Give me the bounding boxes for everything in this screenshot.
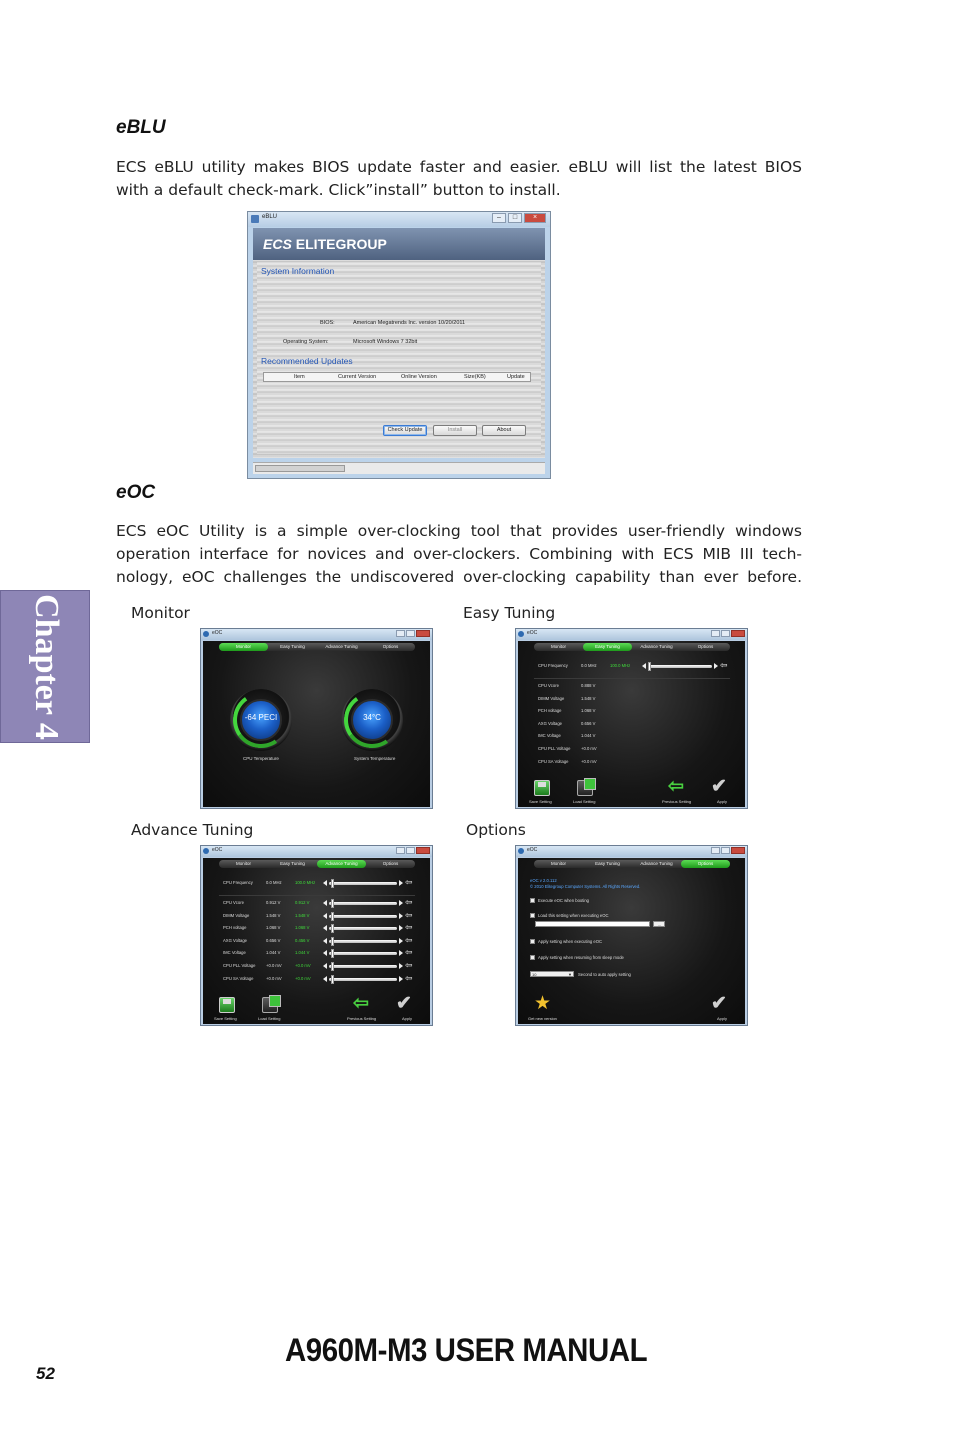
os-label: Operating System:	[283, 339, 329, 345]
bios-label: BIOS:	[320, 320, 335, 326]
separator	[219, 895, 415, 896]
decrease-icon[interactable]	[323, 880, 327, 886]
cpu-frequency-value: 0.0 MHz	[266, 880, 282, 885]
reset-arrow-icon[interactable]: ⇦	[405, 897, 413, 907]
tuning-row-target: 1.548 V	[295, 912, 310, 918]
eoc-heading: eOC	[116, 482, 156, 503]
apply-label: Apply	[717, 1016, 728, 1021]
increase-icon[interactable]	[399, 880, 403, 886]
eoc-body	[518, 641, 745, 807]
page-number: 52	[36, 1364, 55, 1383]
tuning-row-value: 0.912 V	[266, 900, 281, 905]
tuning-row-value: 1.548 V	[581, 695, 596, 701]
tuning-row-target: 0.456 V	[295, 937, 310, 943]
eblu-info-panel	[257, 262, 541, 454]
apply-label: Apply	[402, 1016, 413, 1021]
tuning-row-label: DIMM Voltage	[223, 912, 250, 918]
separator	[534, 678, 730, 679]
eblu-window-screenshot	[247, 211, 551, 479]
maximize-icon[interactable]	[721, 630, 730, 637]
tab-advance-tuning[interactable]: Advance Tuning	[640, 861, 673, 866]
decrease-icon[interactable]	[323, 963, 327, 969]
system-temperature-label: System Temperature	[354, 756, 396, 761]
tuning-row-value: 0.656 V	[266, 937, 281, 943]
cpu-frequency-slider[interactable]	[329, 882, 397, 885]
save-setting-icon[interactable]	[534, 780, 550, 796]
eoc-advance-tuning-window	[200, 845, 433, 1026]
tuning-row-label: CPU SA Voltage	[538, 758, 569, 764]
minimize-icon[interactable]	[711, 630, 720, 637]
tuning-row-label: CPU PLL Voltage	[538, 746, 571, 751]
reset-arrow-icon[interactable]: ⇦	[405, 960, 413, 970]
increase-icon[interactable]	[399, 938, 403, 944]
tuning-row-value: 1.548 V	[266, 912, 281, 918]
increase-icon[interactable]	[399, 913, 403, 919]
close-icon[interactable]	[416, 847, 430, 854]
tuning-row-target: +0.0 mV	[295, 963, 311, 968]
load-setting-icon[interactable]	[577, 780, 593, 796]
chapter-label: Chapter 4	[28, 594, 65, 740]
eblu-header	[253, 228, 545, 260]
tab-advance-tuning[interactable]: Advance Tuning	[640, 644, 673, 649]
os-value: Microsoft Windows 7 32bit	[353, 339, 418, 345]
eoc-titlebar	[516, 629, 747, 640]
manual-title: A960M-M3 USER MANUAL	[285, 1332, 648, 1368]
column-header[interactable]: Size(KB)	[464, 374, 486, 380]
tuning-row-label: IMC Voltage	[538, 733, 561, 739]
tab-options[interactable]: Options	[382, 861, 399, 866]
increase-icon[interactable]	[399, 976, 403, 982]
apply-on-resume-checkbox[interactable]	[530, 955, 535, 960]
eoc-copyright: © 2010 Elitegroup Computer Systems. All Rights Reserved.	[530, 884, 641, 889]
eoc-easy-tuning-window	[515, 628, 748, 809]
eoc-tab-bar	[219, 643, 415, 651]
tab-easy-tuning[interactable]: Easy Tuning	[280, 644, 305, 649]
save-setting-label: Save Setting	[529, 799, 552, 804]
minimize-icon[interactable]	[711, 847, 720, 854]
eoc-tab-bar	[219, 860, 415, 868]
seconds-select-value: 10	[532, 972, 537, 977]
execute-on-boot-checkbox[interactable]	[530, 898, 535, 903]
eblu-statusbar	[253, 462, 545, 474]
maximize-icon[interactable]	[406, 847, 415, 854]
increase-icon[interactable]	[399, 925, 403, 931]
decrease-icon[interactable]	[323, 950, 327, 956]
load-setting-checkbox-label: Load this setting when executing eOC	[538, 913, 609, 918]
tab-advance-tuning[interactable]: Advance Tuning	[325, 644, 358, 649]
increase-icon[interactable]	[714, 663, 718, 669]
eoc-titlebar	[201, 629, 432, 640]
eoc-window-title: eOC	[527, 847, 538, 853]
tuning-row-slider[interactable]	[329, 978, 397, 981]
eoc-description-line: ECS eOC Utility is a simple over-clocking tool that provides user-friendly windows	[116, 522, 802, 540]
tab-monitor[interactable]: Monitor	[550, 861, 566, 866]
eblu-description-line: with a default check-mark. Click”install” button to install.	[116, 181, 561, 199]
cpu-frequency-value: 0.0 MHz	[581, 663, 597, 668]
reset-arrow-icon[interactable]: ⇦	[720, 660, 728, 670]
column-header[interactable]: Update	[507, 374, 525, 380]
eoc-window-title: eOC	[212, 847, 223, 853]
tuning-row-value: +0.0 mV	[581, 758, 597, 764]
eblu-description-line: ECS eBLU utility makes BIOS update faster and easier. eBLU will list the latest BIOS	[116, 158, 802, 176]
cpu-frequency-label: CPU Frequency	[538, 663, 568, 668]
check-update-button[interactable]: Check Update	[383, 425, 427, 436]
tuning-row-label: AXG Voltage	[223, 937, 247, 943]
apply-on-execute-label: Apply setting when executing eOC	[538, 939, 603, 944]
tuning-row-label: CPU PLL Voltage	[223, 963, 256, 968]
minimize-icon[interactable]: –	[492, 213, 506, 223]
eoc-window-title: eOC	[527, 630, 538, 636]
load-setting-icon[interactable]	[262, 997, 278, 1013]
eoc-titlebar	[201, 846, 432, 857]
tab-options[interactable]: Options	[681, 860, 730, 868]
cpu-frequency-target: 100.0 MHz	[295, 880, 316, 885]
caption-advance-tuning: Advance Tuning	[131, 821, 254, 839]
previous-setting-icon[interactable]: ⇦	[668, 776, 684, 797]
eoc-body	[518, 858, 745, 1024]
eoc-options-window	[515, 845, 748, 1026]
close-icon[interactable]: ×	[524, 213, 546, 223]
cpu-frequency-slider[interactable]	[648, 665, 712, 668]
tuning-row-slider[interactable]	[329, 902, 397, 905]
save-setting-label: Save Setting	[214, 1016, 237, 1021]
reset-arrow-icon[interactable]: ⇦	[405, 922, 413, 933]
tuning-row-slider[interactable]	[329, 965, 397, 968]
seconds-select[interactable]	[530, 971, 574, 977]
bios-value: American Megatrends Inc. version 10/20/2011	[353, 320, 466, 326]
eoc-window-title: eOC	[212, 630, 223, 636]
updates-table-header	[263, 372, 531, 382]
maximize-icon[interactable]: □	[508, 213, 522, 223]
eoc-version: eOC v 2.0.112	[530, 878, 557, 883]
system-temperature-value: 34°C	[363, 713, 381, 722]
decrease-icon[interactable]	[323, 900, 327, 906]
cpu-temperature-value: -64 PECI	[244, 713, 278, 722]
tuning-row-label: CPU Vcore	[223, 900, 244, 905]
cpu-frequency-label: CPU Frequency	[223, 880, 253, 885]
tuning-row-value: +0.0 mV	[266, 963, 282, 968]
eblu-description	[116, 156, 802, 202]
apply-label: Apply	[717, 799, 728, 804]
tuning-row-value: 0.656 V	[581, 720, 596, 726]
eoc-titlebar	[516, 846, 747, 857]
tuning-row-target: 1.068 V	[295, 925, 310, 931]
caption-easy-tuning: Easy Tuning	[463, 604, 556, 622]
tuning-row-target: 1.044 V	[295, 950, 310, 956]
install-button[interactable]: Install	[433, 425, 477, 436]
eoc-body	[203, 858, 430, 1024]
about-button[interactable]: About	[482, 425, 526, 436]
eoc-tab-bar	[534, 860, 730, 868]
cpu-temperature-label: CPU Temperature	[243, 756, 279, 761]
eoc-body	[203, 641, 430, 807]
cpu-frequency-target: 100.0 MHz	[610, 663, 631, 668]
eblu-app-icon	[251, 215, 259, 223]
tuning-row-label: PCH voltage	[538, 708, 562, 714]
reset-arrow-icon[interactable]: ⇦	[405, 934, 413, 945]
get-new-version-label: Get new version	[528, 1016, 557, 1021]
tuning-row-slider[interactable]	[329, 927, 397, 930]
tab-easy-tuning[interactable]: Easy Tuning	[583, 643, 632, 651]
tuning-row-label: CPU SA Voltage	[223, 975, 254, 981]
tab-options[interactable]: Options	[382, 644, 399, 649]
eoc-tab-bar	[534, 643, 730, 651]
eoc-description	[116, 520, 802, 589]
previous-setting-label: Previous Setting	[662, 799, 692, 804]
tab-options[interactable]: Options	[697, 644, 714, 649]
save-setting-icon[interactable]	[219, 997, 235, 1013]
minimize-icon[interactable]	[396, 847, 405, 854]
tuning-row-slider[interactable]	[329, 940, 397, 943]
eblu-heading: eBLU	[116, 117, 166, 138]
eoc-app-icon	[518, 848, 524, 854]
previous-setting-label: Previous Setting	[347, 1016, 377, 1021]
increase-icon[interactable]	[399, 963, 403, 969]
caption-options: Options	[466, 821, 526, 839]
maximize-icon[interactable]	[406, 630, 415, 637]
previous-setting-icon[interactable]: ⇦	[353, 993, 369, 1014]
tuning-row-slider[interactable]	[329, 915, 397, 918]
decrease-icon[interactable]	[323, 976, 327, 982]
eoc-description-line: nology, eOC challenges the undiscovered over-clocking capability than ever before.	[116, 568, 802, 586]
apply-on-resume-label: Apply setting when resuming from sleep mode	[538, 955, 624, 960]
recommended-updates-label: Recommended Updates	[261, 356, 353, 366]
eblu-window-title: eBLU	[262, 214, 278, 220]
eoc-monitor-window	[200, 628, 433, 809]
column-header[interactable]: Online Version	[401, 374, 437, 380]
minimize-icon[interactable]	[396, 630, 405, 637]
chevron-down-icon: ▼	[568, 972, 572, 977]
close-icon[interactable]	[416, 630, 430, 637]
tuning-row-label: CPU Vcore	[538, 683, 559, 688]
decrease-icon[interactable]	[323, 938, 327, 944]
eoc-app-icon	[203, 848, 209, 854]
window-controls	[492, 213, 546, 223]
caption-monitor: Monitor	[131, 604, 190, 622]
tuning-row-label: PCH voltage	[223, 925, 247, 931]
eblu-body	[253, 228, 545, 458]
eoc-description-line: operation interface for novices and over-clockers. Combining with ECS MIB III tech-	[116, 545, 802, 563]
load-setting-checkbox[interactable]	[530, 913, 535, 918]
maximize-icon[interactable]	[721, 847, 730, 854]
tuning-row-target: +0.0 mV	[295, 975, 311, 981]
execute-on-boot-label: Execute eOC when booting	[538, 898, 589, 903]
eoc-app-icon	[518, 631, 524, 637]
ecs-logo: ECS ELITEGROUP	[263, 236, 387, 252]
progress-bar	[255, 465, 345, 472]
browse-button[interactable]: ...	[653, 921, 665, 927]
eblu-titlebar	[248, 212, 550, 227]
column-header[interactable]: Current Version	[338, 374, 377, 380]
tab-advance-tuning[interactable]: Advance Tuning	[317, 860, 366, 868]
tuning-row-value: +0.0 mV	[266, 975, 282, 981]
apply-check-icon[interactable]: ✔	[711, 776, 727, 797]
tab-monitor[interactable]: Monitor	[550, 644, 566, 649]
close-icon[interactable]	[731, 630, 745, 637]
system-temperature-gauge	[341, 689, 403, 751]
decrease-icon[interactable]	[323, 925, 327, 931]
reset-arrow-icon[interactable]: ⇦	[405, 877, 413, 887]
get-new-version-icon[interactable]: ★	[534, 993, 552, 1014]
increase-icon[interactable]	[399, 900, 403, 906]
tuning-row-value: 0.888 V	[581, 683, 596, 688]
tuning-row-value: +0.0 mV	[581, 746, 597, 751]
tab-monitor[interactable]: Monitor	[235, 861, 251, 866]
tuning-row-value: 1.044 V	[266, 950, 281, 956]
tuning-row-value: 1.068 V	[581, 708, 596, 714]
eoc-app-icon	[203, 631, 209, 637]
tuning-row-value: 1.068 V	[266, 925, 281, 931]
tuning-row-label: DIMM Voltage	[538, 695, 565, 701]
tab-easy-tuning[interactable]: Easy Tuning	[280, 861, 305, 866]
increase-icon[interactable]	[399, 950, 403, 956]
chapter-side-tab	[0, 590, 90, 743]
apply-check-icon[interactable]: ✔	[711, 993, 727, 1014]
decrease-icon[interactable]	[642, 663, 646, 669]
decrease-icon[interactable]	[323, 913, 327, 919]
reset-arrow-icon[interactable]: ⇦	[405, 947, 413, 958]
setting-file-input[interactable]	[535, 921, 650, 927]
tuning-row-label: IMC Voltage	[223, 950, 246, 956]
apply-on-execute-checkbox[interactable]	[530, 939, 535, 944]
tuning-row-label: AXG Voltage	[538, 720, 562, 726]
tab-monitor[interactable]: Monitor	[219, 643, 268, 651]
tab-easy-tuning[interactable]: Easy Tuning	[595, 861, 620, 866]
system-information-label: System Information	[261, 266, 335, 276]
tuning-row-target: 0.912 V	[295, 900, 310, 905]
seconds-label: Second to auto apply setting	[578, 972, 631, 977]
load-setting-label: Load Setting	[258, 1016, 281, 1021]
reset-arrow-icon[interactable]: ⇦	[405, 972, 413, 983]
load-setting-label: Load Setting	[573, 799, 596, 804]
close-icon[interactable]	[731, 847, 745, 854]
reset-arrow-icon[interactable]: ⇦	[405, 909, 413, 920]
tuning-row-value: 1.044 V	[581, 733, 596, 739]
column-header[interactable]: Item	[294, 374, 305, 380]
tuning-row-slider[interactable]	[329, 952, 397, 955]
cpu-temperature-gauge	[230, 689, 292, 751]
apply-check-icon[interactable]: ✔	[396, 993, 412, 1014]
